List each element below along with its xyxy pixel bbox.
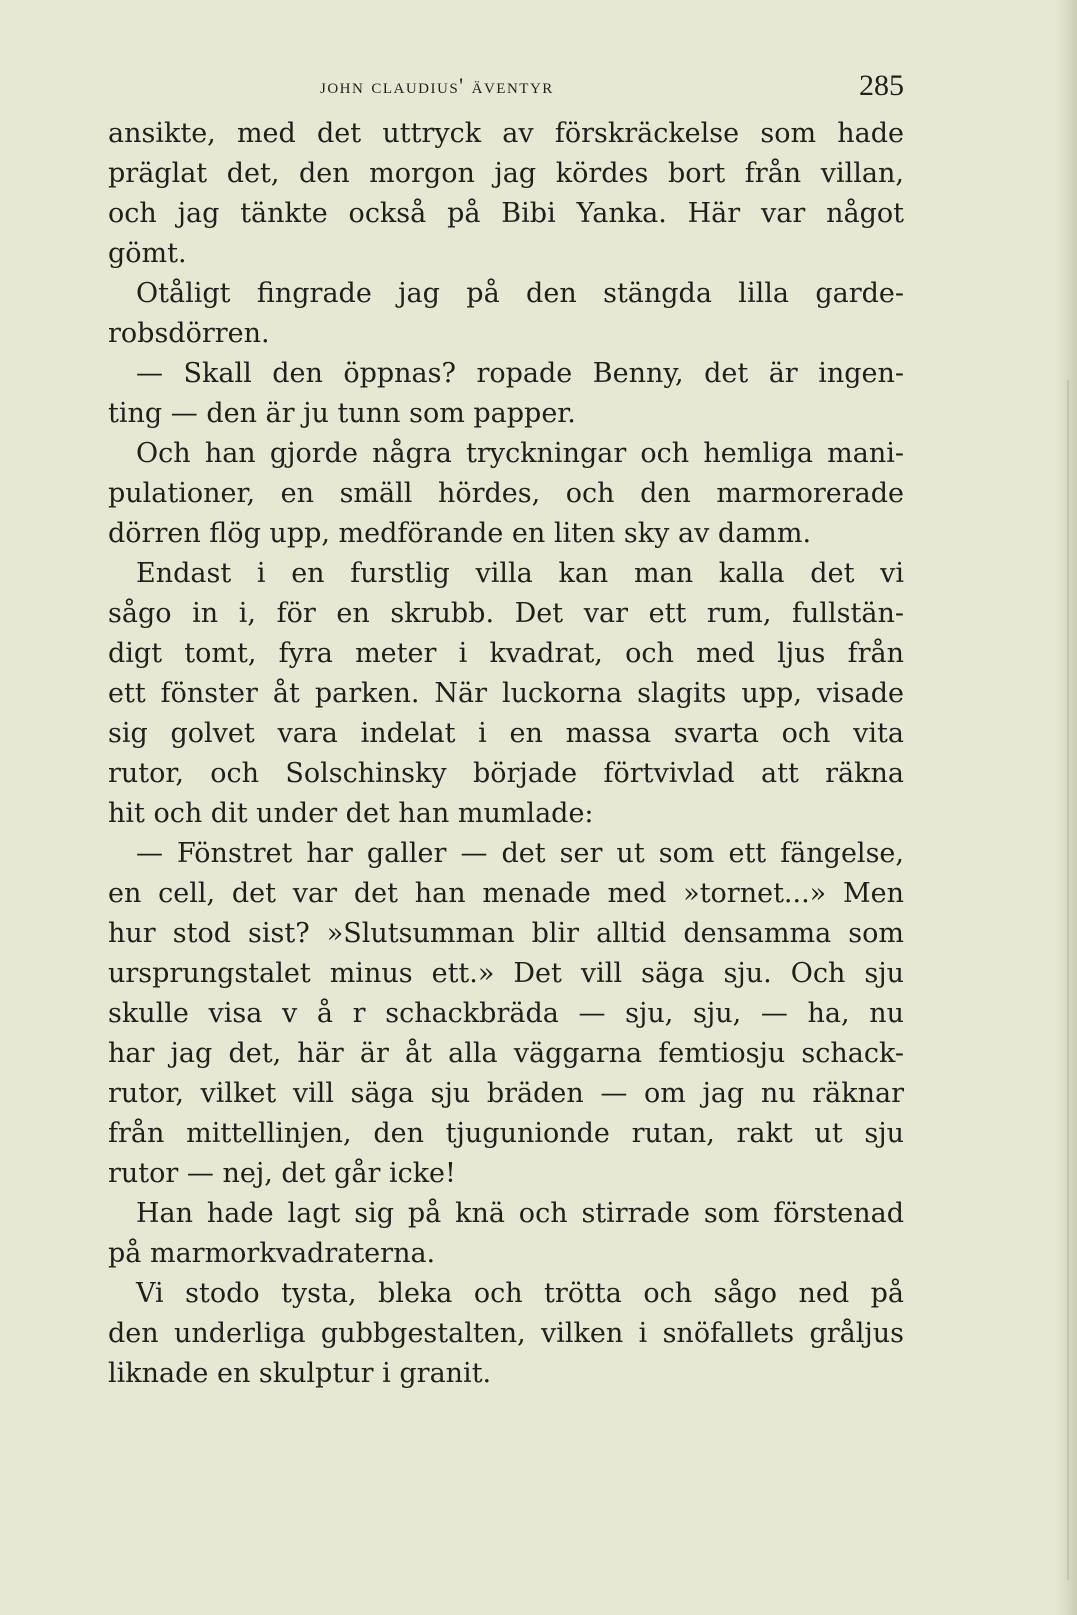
text-line: digt tomt, fyra meter i kvadrat, och med ljus från — [108, 638, 904, 669]
text-line: Vi stodo tysta, bleka och trötta och sågo ned på — [136, 1278, 904, 1309]
text-line: har jag det, här är åt alla väggarna femtiosju schack- — [108, 1038, 904, 1069]
text-line: gömt. — [108, 238, 187, 269]
text-line: på marmorkvadraterna. — [108, 1238, 436, 1269]
text-line: sågo in i, för en skrubb. Det var ett rum, fullstän- — [108, 598, 904, 629]
text-line: hit och dit under det han mumlade: — [108, 798, 594, 829]
text-line: skulle visa v å r schackbräda — sju, sju, — ha, nu — [108, 998, 904, 1029]
text-line: en cell, det var det han menade med »tornet...» Men — [108, 878, 904, 909]
running-head — [108, 66, 904, 106]
text-line: ansikte, med det uttryck av förskräckelse som hade — [108, 118, 904, 149]
page-edge-shadow — [1067, 380, 1069, 1580]
text-line: Han hade lagt sig på knä och stirrade som förstenad — [136, 1198, 904, 1229]
text-line: ett fönster åt parken. När luckorna slagits upp, visade — [108, 678, 904, 709]
page-edge — [1055, 0, 1077, 1615]
text-line: sig golvet vara indelat i en massa svarta och vita — [108, 718, 904, 749]
text-line: liknade en skulptur i granit. — [108, 1358, 492, 1389]
text-line: hur stod sist? »Slutsumman blir alltid densamma som — [108, 918, 904, 949]
text-line: rutor, vilket vill säga sju bräden — om jag nu räknar — [108, 1078, 904, 1109]
text-line: Otåligt fingrade jag på den stängda lilla garde- — [136, 278, 904, 309]
text-line: präglat det, den morgon jag kördes bort från villan, — [108, 158, 904, 189]
text-line: — Fönstret har galler — det ser ut som ett fängelse, — [136, 838, 904, 869]
text-line: från mittellinjen, den tjugunionde rutan, rakt ut sju — [108, 1118, 904, 1149]
text-line: pulationer, en smäll hördes, och den marmorerade — [108, 478, 904, 509]
page-number: 285 — [859, 69, 904, 102]
running-title: john claudius' äventyr — [320, 73, 554, 98]
text-line: dörren flög upp, medförande en liten sky av damm. — [108, 518, 812, 549]
text-line: ursprungstalet minus ett.» Det vill säga sju. Och sju — [108, 958, 904, 989]
text-line: Och han gjorde några tryckningar och hemliga mani- — [136, 438, 904, 469]
text-line: robsdörren. — [108, 318, 270, 349]
text-line: rutor, och Solschinsky började förtvivlad att räkna — [108, 758, 904, 789]
text-line: och jag tänkte också på Bibi Yanka. Här var något — [108, 198, 904, 229]
body-text — [108, 114, 904, 1394]
text-line: rutor — nej, det går icke! — [108, 1158, 456, 1189]
text-line: Endast i en furstlig villa kan man kalla det vi — [136, 558, 904, 589]
text-line: ting — den är ju tunn som papper. — [108, 398, 576, 429]
text-line: — Skall den öppnas? ropade Benny, det är ingen- — [136, 358, 904, 389]
text-line: den underliga gubbgestalten, vilken i snöfallets gråljus — [108, 1318, 904, 1349]
